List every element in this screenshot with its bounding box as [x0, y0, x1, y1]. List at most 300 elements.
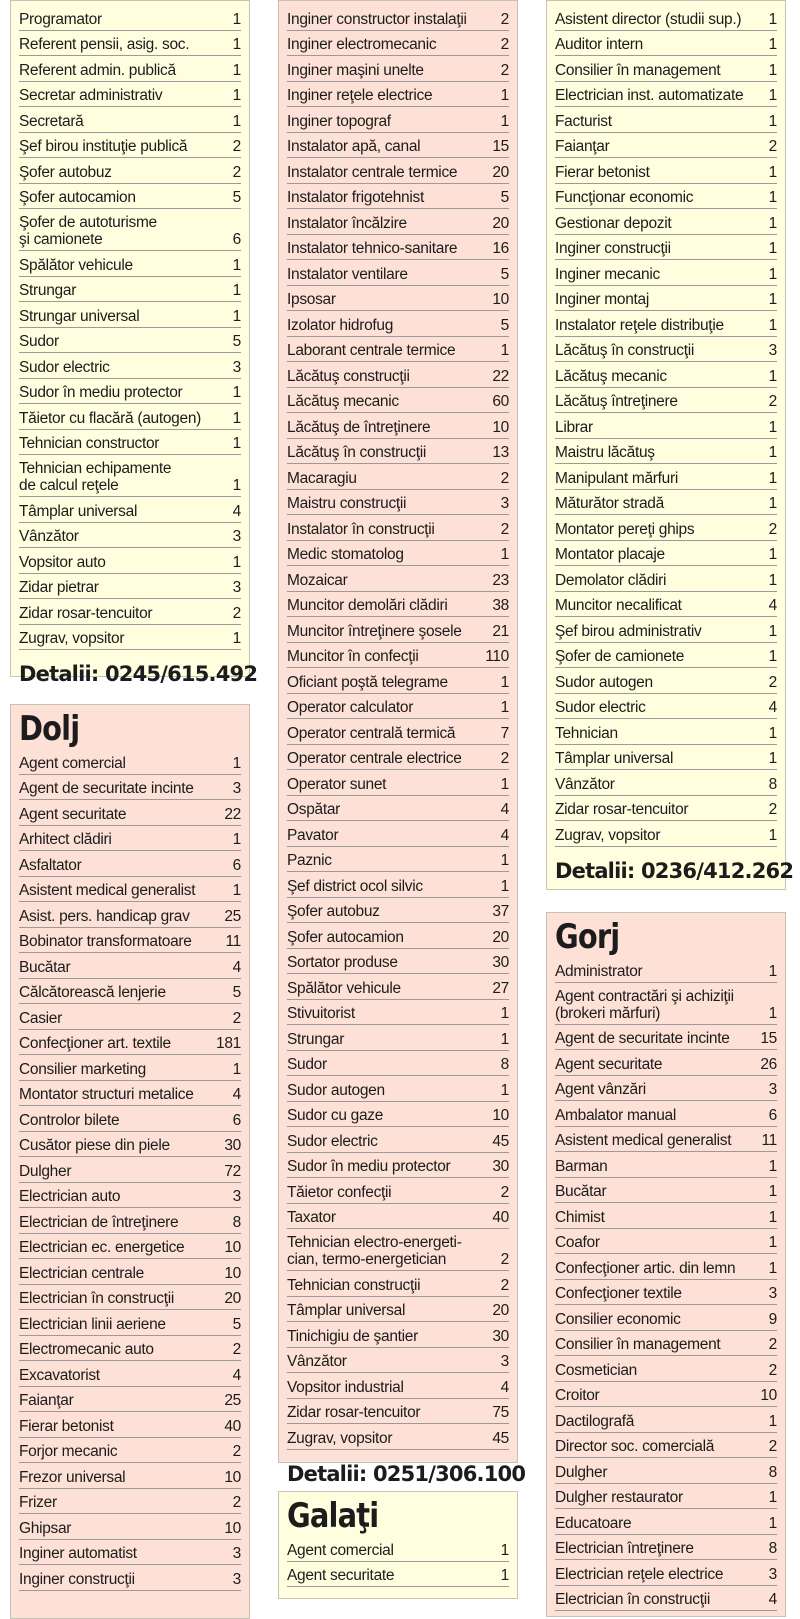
job-count: 60 [492, 393, 509, 410]
job-row [19, 1132, 241, 1158]
job-count: 75 [492, 1404, 509, 1421]
job-title: Sudor [19, 333, 59, 350]
job-count: 1 [500, 1541, 509, 1559]
job-count: 2 [232, 163, 241, 181]
job-count: 2 [500, 36, 509, 53]
job-title: Controlor bilete [19, 1111, 120, 1129]
job-row [19, 1336, 241, 1362]
job-title: Lăcătuş în construcţii [287, 444, 427, 461]
job-count: 72 [224, 1162, 241, 1180]
job-count: 110 [485, 648, 509, 665]
job-count: 1 [232, 477, 241, 494]
job-title: Lăcătuş în construcţii [555, 342, 695, 359]
job-title: Şofer autocamion [19, 189, 136, 206]
job-count: 1 [768, 418, 777, 436]
job-title: Zidar rosar-tencuitor [555, 801, 689, 818]
job-title: Inginer maşini unelte [287, 61, 424, 79]
job-count: 1 [768, 826, 777, 844]
job-count: 6 [232, 1111, 241, 1129]
job-title: Şofer autobuz [287, 903, 380, 920]
job-row [555, 1025, 777, 1051]
job-count: 3 [232, 780, 241, 797]
job-row [555, 694, 777, 720]
job-title: Şef birou administrativ [555, 622, 702, 640]
job-row [555, 1586, 777, 1612]
job-row [19, 749, 241, 775]
job-title: Inginer automatist [19, 1545, 137, 1562]
job-title: Ghipsar [19, 1519, 72, 1537]
job-row [287, 362, 509, 388]
job-title: Zidar pietrar [19, 579, 99, 596]
job-row [287, 1025, 509, 1051]
job-row [555, 1331, 777, 1357]
job-count: 3 [232, 1570, 241, 1588]
job-count: 2 [768, 1361, 777, 1379]
job-title: Agent comercial [19, 754, 126, 772]
job-count: 1 [232, 831, 241, 848]
job-row [19, 1004, 241, 1030]
job-row [19, 599, 241, 625]
job-title: Dulgher [555, 1463, 608, 1481]
job-row [287, 337, 509, 363]
job-title: Montator placaje [555, 546, 665, 563]
job-title: Consilier în management [555, 61, 721, 79]
job-title: Sudor autogen [555, 673, 653, 691]
job-title: Tâmplar universal [287, 1302, 406, 1319]
job-row [555, 1178, 777, 1204]
job-count: 5 [500, 316, 509, 334]
job-row [287, 82, 509, 108]
job-row [19, 56, 241, 82]
job-row [287, 235, 509, 261]
job-row [19, 5, 241, 31]
job-row [287, 1297, 509, 1323]
job-row [19, 979, 241, 1005]
job-title: Muncitor în confecţii [287, 648, 419, 665]
job-count: 3 [500, 1353, 509, 1370]
job-title: Instalator apă, canal [287, 138, 421, 155]
job-row [287, 1178, 509, 1204]
job-row [19, 184, 241, 210]
job-count: 6 [232, 231, 241, 248]
job-title: Macaragiu [287, 469, 357, 487]
job-title: Tehnician electro-energeti- cian, termo-energetician [287, 1234, 462, 1268]
job-count: 22 [492, 367, 509, 385]
job-title: Inginer electromecanic [287, 36, 437, 53]
job-count: 4 [500, 801, 509, 818]
job-row [287, 413, 509, 439]
job-count: 3 [768, 1285, 777, 1302]
job-count: 11 [761, 1132, 777, 1149]
job-title: Tăietor cu flacără (autogen) [19, 409, 202, 427]
job-title: Strungar universal [19, 307, 140, 325]
contact-details: Detalii: 0236/412.262 [555, 858, 794, 883]
job-count: 27 [492, 979, 509, 997]
job-row [287, 847, 509, 873]
job-row [19, 82, 241, 108]
job-count: 3 [232, 1545, 241, 1562]
job-title: Medic stomatolog [287, 546, 404, 563]
job-row [287, 898, 509, 924]
job-title: Agent de securitate incinte [555, 1030, 730, 1047]
job-row [19, 379, 241, 405]
job-count: 1 [232, 36, 241, 53]
job-title: Frezor universal [19, 1468, 126, 1486]
job-count: 1 [768, 469, 777, 487]
job-row [19, 625, 241, 651]
job-list [19, 5, 241, 650]
job-title: Stivuitorist [287, 1005, 355, 1022]
job-row [555, 719, 777, 745]
job-count: 3 [500, 495, 509, 512]
region-dolj [10, 704, 250, 1619]
job-count: 2 [500, 1183, 509, 1201]
job-count: 1 [500, 877, 509, 895]
job-count: 4 [500, 1378, 509, 1396]
job-title: Consilier în management [555, 1336, 721, 1353]
job-title: Oficiant poştă telegrame [287, 673, 448, 691]
job-row [19, 1361, 241, 1387]
job-row [555, 643, 777, 669]
job-row [555, 388, 777, 414]
job-title: Instalator în construcţii [287, 520, 435, 538]
job-title: Electrician linii aeriene [19, 1315, 166, 1333]
job-count: 5 [232, 1315, 241, 1333]
job-row [19, 1565, 241, 1591]
job-count: 1 [768, 444, 777, 461]
job-count: 1 [768, 163, 777, 181]
job-title: Secretar administrativ [19, 87, 163, 104]
job-title: Confecţioner artic. din lemn [555, 1259, 736, 1277]
job-title: Cusător piese din piele [19, 1137, 170, 1154]
job-title: Pavator [287, 826, 339, 844]
job-title: Sudor autogen [287, 1081, 385, 1099]
job-count: 10 [224, 1519, 241, 1537]
job-title: Zugrav, vopsitor [555, 826, 661, 844]
job-count: 25 [224, 907, 241, 925]
job-row [19, 523, 241, 549]
job-count: 11 [225, 933, 241, 950]
listing-box-top [10, 0, 258, 686]
job-row [287, 209, 509, 235]
job-count: 1 [500, 342, 509, 359]
column-3 [546, 0, 794, 1617]
job-count: 16 [492, 240, 509, 257]
job-row [287, 5, 509, 31]
job-title: Programator [19, 10, 102, 28]
job-count: 2 [232, 1494, 241, 1511]
job-list [287, 1536, 509, 1587]
job-row [287, 1127, 509, 1153]
job-count: 10 [492, 1107, 509, 1124]
job-row [555, 668, 777, 694]
job-row [19, 497, 241, 523]
job-row [287, 617, 509, 643]
job-count: 20 [492, 163, 509, 181]
job-row [19, 1208, 241, 1234]
job-row [555, 286, 777, 312]
job-row [555, 1229, 777, 1255]
job-title: Şef birou instituţie publică [19, 138, 188, 155]
job-title: Fierar betonist [555, 163, 650, 181]
job-row [19, 1081, 241, 1107]
job-row [287, 643, 509, 669]
job-count: 2 [232, 138, 241, 155]
job-title: Tehnician constructor [19, 435, 160, 452]
job-title: Bobinator transformatoare [19, 933, 192, 950]
job-row [19, 1285, 241, 1311]
job-title: Funcţionar economic [555, 189, 694, 206]
job-row [19, 31, 241, 57]
job-row [555, 770, 777, 796]
job-row [287, 923, 509, 949]
job-title: Bucătar [19, 958, 71, 976]
job-count: 5 [232, 333, 241, 350]
job-title: Tinichigiu de şantier [287, 1327, 418, 1345]
job-title: Ospătar [287, 801, 341, 818]
job-title: Spălător vehicule [19, 256, 133, 274]
contact-details: Detalii: 0251/306.100 [287, 1461, 526, 1486]
job-count: 1 [232, 409, 241, 427]
job-count: 1 [768, 1157, 777, 1175]
job-title: Dulgher restaurator [555, 1489, 683, 1506]
job-row [555, 821, 777, 847]
job-row [19, 277, 241, 303]
job-row [555, 1509, 777, 1535]
job-row [287, 1051, 509, 1077]
job-count: 1 [500, 1567, 509, 1584]
job-count: 37 [492, 903, 509, 920]
job-row [287, 1424, 509, 1450]
job-count: 30 [492, 1158, 509, 1175]
job-row [287, 1562, 509, 1588]
job-count: 3 [768, 1081, 777, 1098]
job-count: 2 [768, 801, 777, 818]
job-count: 1 [768, 87, 777, 104]
job-title: Şofer autobuz [19, 163, 112, 181]
job-count: 10 [224, 1468, 241, 1486]
job-row [287, 1204, 509, 1230]
job-count: 1 [768, 1004, 777, 1022]
job-title: Electromecanic auto [19, 1341, 154, 1358]
region-galati [278, 1491, 518, 1599]
job-count: 30 [492, 954, 509, 971]
job-title: Inginer constructor instalaţii [287, 10, 467, 28]
job-title: Asistent director (studii sup.) [555, 10, 742, 28]
job-row [287, 719, 509, 745]
job-count: 3 [768, 342, 777, 359]
job-title: Manipulant mărfuri [555, 469, 678, 487]
job-row [19, 1438, 241, 1464]
job-row [555, 413, 777, 439]
job-count: 1 [768, 10, 777, 28]
job-row [555, 5, 777, 31]
job-row [555, 82, 777, 108]
job-row [555, 592, 777, 618]
job-title: Operator sunet [287, 775, 387, 793]
job-count: 1 [768, 291, 777, 308]
region-title: Galaţi [287, 1496, 379, 1536]
job-title: Paznic [287, 852, 332, 869]
job-title: Muncitor întreţinere şosele [287, 622, 462, 640]
job-count: 1 [768, 495, 777, 512]
job-count: 3 [768, 1565, 777, 1583]
job-title: Forjor mecanic [19, 1443, 118, 1460]
job-title: Strungar [287, 1030, 345, 1048]
job-title: Agent securitate [555, 1055, 663, 1073]
job-count: 1 [232, 307, 241, 325]
job-row [555, 1356, 777, 1382]
job-count: 22 [224, 805, 241, 823]
job-title: Spălător vehicule [287, 979, 401, 997]
job-count: 1 [232, 61, 241, 79]
job-count: 1 [768, 724, 777, 742]
job-count: 6 [768, 1106, 777, 1124]
job-row [19, 775, 241, 801]
job-row [19, 1540, 241, 1566]
job-count: 1 [232, 1060, 241, 1078]
job-list [555, 957, 777, 1611]
job-list [555, 5, 777, 847]
job-title: Secretară [19, 112, 84, 130]
job-count: 26 [760, 1055, 777, 1073]
job-count: 8 [768, 1540, 777, 1557]
job-row [287, 821, 509, 847]
job-row [287, 439, 509, 465]
job-title: Instalator centrale termice [287, 163, 458, 181]
job-count: 1 [768, 1514, 777, 1532]
job-title: Inginer reţele electrice [287, 87, 433, 104]
job-count: 1 [768, 214, 777, 232]
job-row [555, 107, 777, 133]
job-title: Referent admin. publică [19, 61, 176, 79]
job-title: Consilier marketing [19, 1060, 146, 1078]
job-count: 20 [224, 1290, 241, 1307]
job-count: 20 [492, 928, 509, 946]
job-title: Maistru lăcătuş [555, 444, 655, 461]
job-count: 5 [500, 265, 509, 283]
job-count: 30 [224, 1137, 241, 1154]
job-row [19, 251, 241, 277]
job-count: 2 [500, 1276, 509, 1294]
job-title: Sortator produse [287, 954, 398, 971]
job-title: Sudor în mediu protector [287, 1158, 451, 1175]
job-title: Lăcătuş mecanic [555, 367, 667, 385]
job-row [287, 668, 509, 694]
job-count: 1 [768, 112, 777, 130]
job-title: Izolator hidrofug [287, 316, 394, 334]
job-title: Confecţioner textile [555, 1285, 682, 1302]
job-title: Mozaicar [287, 571, 348, 589]
job-row [287, 184, 509, 210]
job-count: 40 [224, 1417, 241, 1435]
job-title: Laborant centrale termice [287, 342, 456, 359]
job-row [555, 1127, 777, 1153]
job-count: 4 [768, 699, 777, 716]
job-row [287, 796, 509, 822]
job-row [19, 826, 241, 852]
job-count: 2 [500, 1251, 509, 1268]
job-title: Electrician reţele electrice [555, 1565, 724, 1583]
job-count: 5 [232, 984, 241, 1001]
job-row [287, 1076, 509, 1102]
job-row [19, 209, 241, 251]
job-count: 23 [492, 571, 509, 589]
job-row [19, 430, 241, 456]
job-count: 2 [232, 1341, 241, 1358]
job-row [555, 957, 777, 983]
job-count: 10 [224, 1239, 241, 1256]
region-dolj-continued [278, 0, 526, 1486]
job-row [555, 1535, 777, 1561]
job-count: 10 [492, 291, 509, 308]
job-title: Inginer mecanic [555, 265, 660, 283]
job-title: Excavatorist [19, 1366, 100, 1384]
job-count: 8 [500, 1056, 509, 1073]
job-row [555, 1280, 777, 1306]
job-title: Tâmplar universal [555, 750, 674, 767]
job-row [287, 1399, 509, 1425]
job-row [555, 617, 777, 643]
job-count: 1 [232, 112, 241, 130]
job-title: Asistent medical generalist [555, 1132, 732, 1149]
job-title: Tehnician echipamente de calcul reţele [19, 460, 172, 494]
job-row [19, 1412, 241, 1438]
job-title: Electrician auto [19, 1188, 121, 1205]
job-row [19, 133, 241, 159]
job-count: 1 [232, 553, 241, 571]
job-count: 10 [760, 1387, 777, 1404]
job-title: Demolator clădiri [555, 571, 667, 589]
job-row [555, 1101, 777, 1127]
job-count: 8 [768, 775, 777, 793]
job-count: 1 [232, 384, 241, 401]
job-count: 7 [500, 724, 509, 742]
job-count: 4 [768, 1591, 777, 1608]
job-title: Agent securitate [19, 805, 127, 823]
job-row [555, 796, 777, 822]
job-count: 3 [232, 1188, 241, 1205]
job-row [555, 1305, 777, 1331]
job-title: Electrician în construcţii [555, 1591, 711, 1608]
job-row [555, 515, 777, 541]
job-list [19, 749, 241, 1591]
job-row [19, 404, 241, 430]
job-title: Electrician în construcţii [19, 1290, 175, 1307]
job-title: Zidar rosar-tencuitor [19, 604, 153, 622]
job-count: 1 [768, 1183, 777, 1200]
job-title: Operator centrale electrice [287, 750, 462, 767]
job-row [555, 235, 777, 261]
job-title: Şofer autocamion [287, 928, 404, 946]
job-title: Arhitect clădiri [19, 831, 112, 848]
job-row [287, 1373, 509, 1399]
job-row [287, 1102, 509, 1128]
job-title: Vânzător [555, 775, 615, 793]
job-title: Administrator [555, 962, 643, 980]
job-title: Şef district ocol silvic [287, 877, 423, 895]
job-title: Faianţar [19, 1392, 74, 1409]
job-title: Muncitor necalificat [555, 597, 682, 614]
job-title: Referent pensii, asig. soc. [19, 36, 190, 53]
job-row [287, 872, 509, 898]
job-list [287, 5, 509, 1450]
job-row [19, 1259, 241, 1285]
job-row [19, 851, 241, 877]
job-count: 38 [492, 597, 509, 614]
job-row [555, 133, 777, 159]
job-row [555, 311, 777, 337]
